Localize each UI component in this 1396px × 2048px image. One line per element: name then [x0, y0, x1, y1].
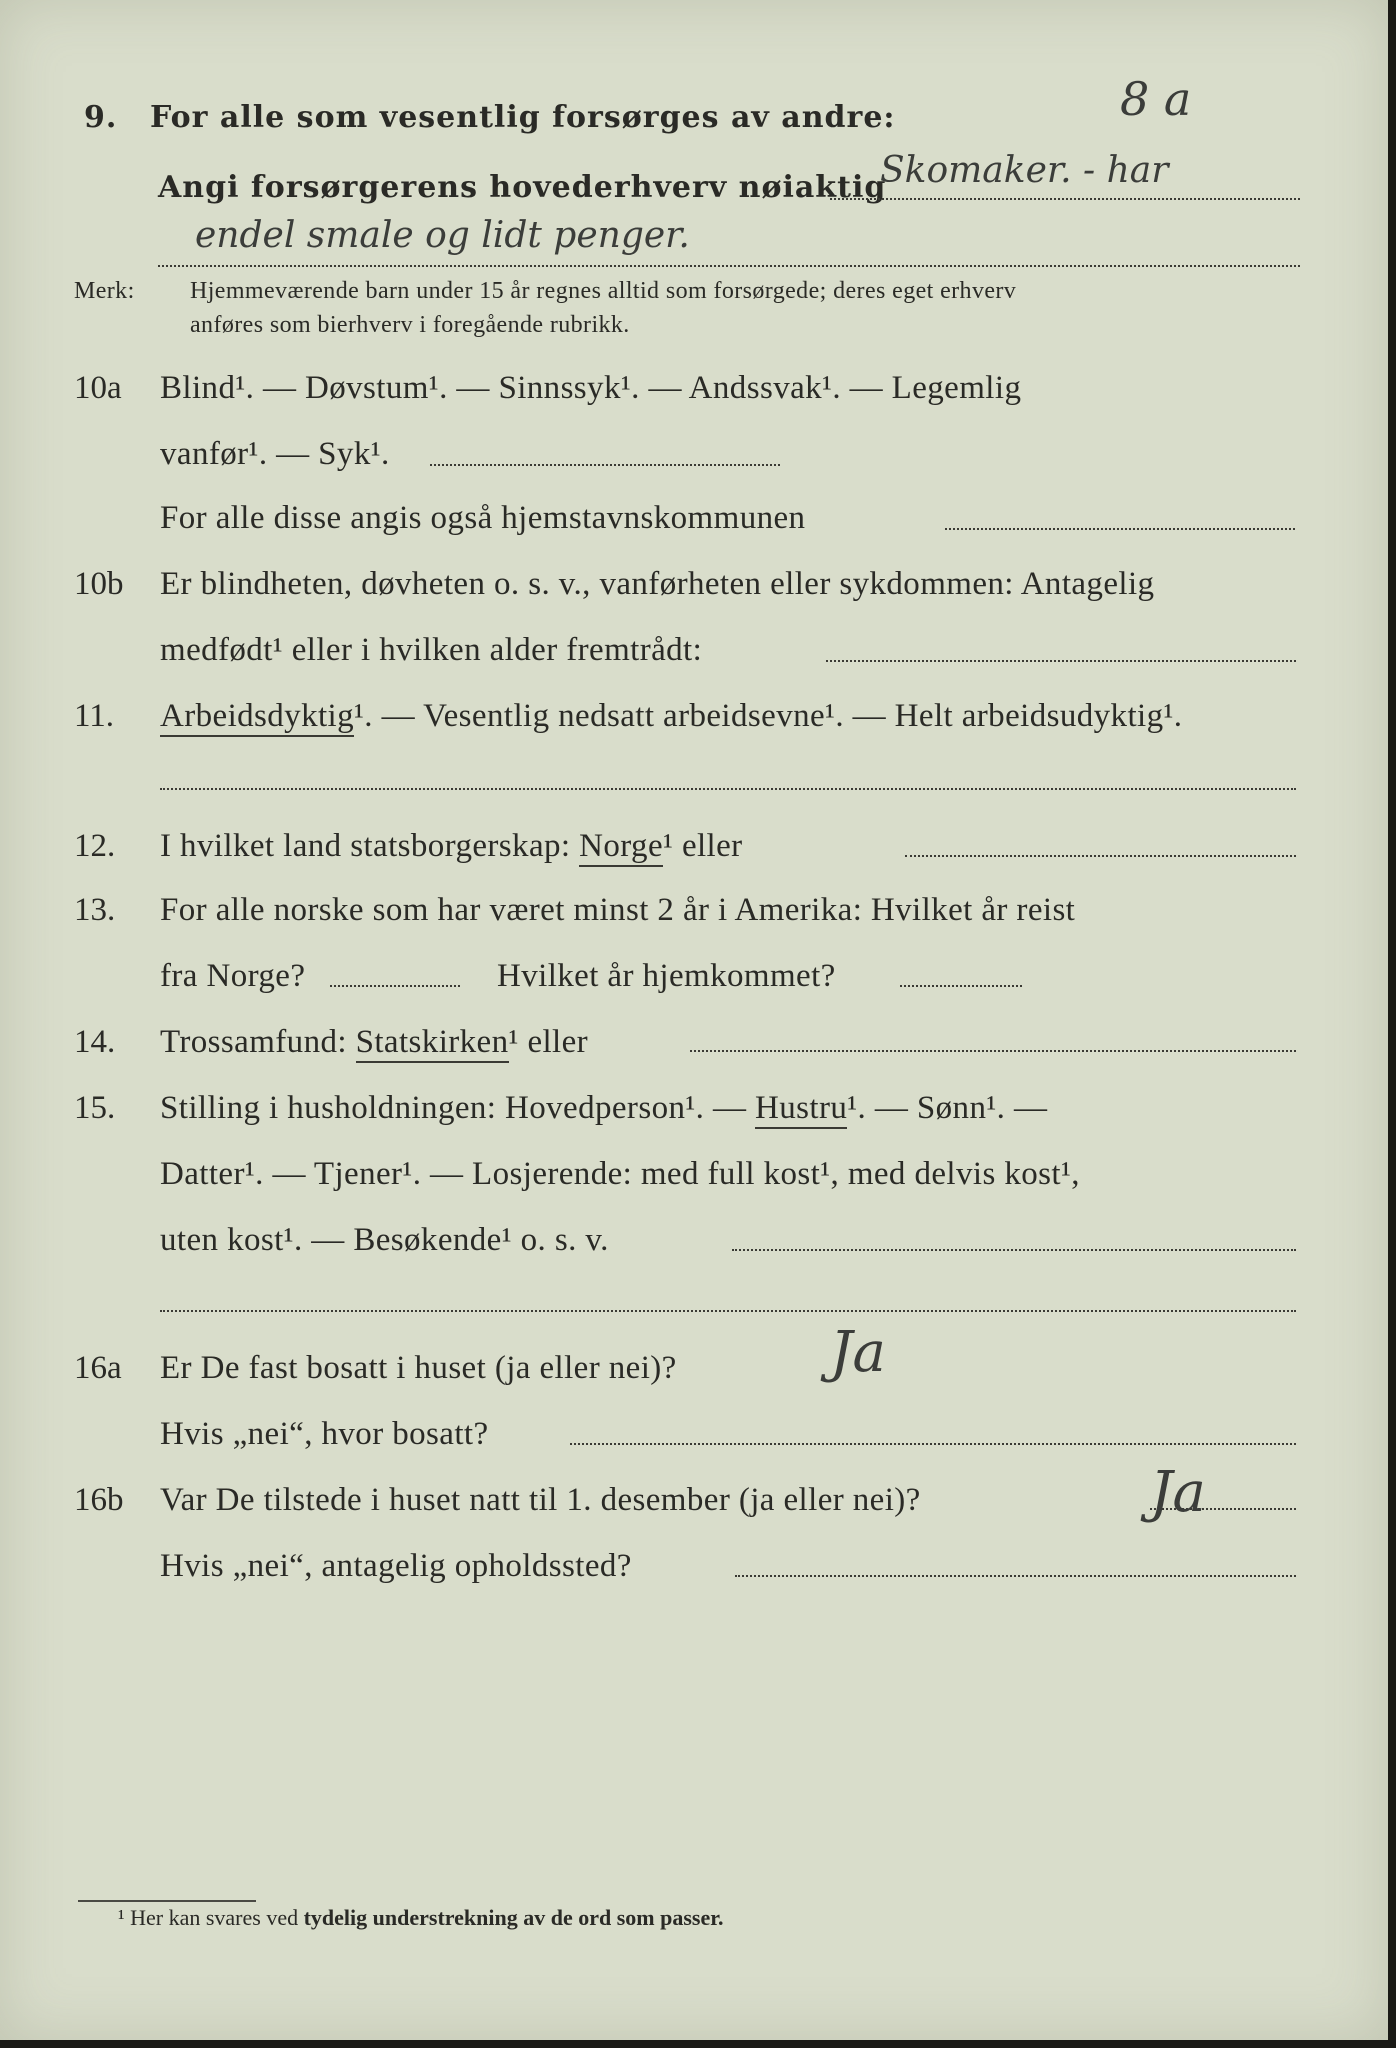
item-9-heading: For alle som vesentlig forsørges av andre: — [150, 100, 896, 135]
scan-border-bottom — [0, 2040, 1396, 2048]
q16b-line-2: Hvis „nei“, antagelig opholdssted? — [160, 1548, 632, 1584]
q12-line — [160, 828, 743, 865]
q11-remaining-options: ¹. — Vesentlig nedsatt arbeidsevne¹. — Helt arbeidsudyktig¹. — [354, 698, 1183, 734]
q10a-line-2: vanfør¹. — Syk¹. — [160, 436, 390, 472]
q12-option-norge: Norge — [579, 828, 663, 867]
handwritten-top-right: 8 a — [1120, 72, 1192, 126]
q10b-dotted-line — [826, 660, 1296, 662]
q14-option-statskirken: Statskirken — [356, 1024, 509, 1063]
footnote-bold-text: tydelig understrekning av de ord som passer. — [303, 1905, 724, 1930]
merk-text-line-1: Hjemmeværende barn under 15 år regnes alltid som forsørgede; deres eget erhverv — [190, 278, 1017, 304]
q15-line-1-post: ¹. — Sønn¹. — — [847, 1090, 1048, 1126]
handwritten-provider-occupation: Skomaker. - har — [880, 150, 1169, 191]
q13-line-2b: Hvilket år hjemkommet? — [497, 958, 836, 994]
q16b-line-1: Var De tilstede i huset natt til 1. desember (ja eller nei)? — [160, 1482, 921, 1518]
merk-label: Merk: — [74, 278, 135, 304]
q10a-number: 10a — [74, 370, 122, 406]
q10a-dotted-line-2 — [945, 528, 1295, 530]
q13-dotted-line-1 — [330, 985, 460, 987]
q15-line-1 — [160, 1090, 1047, 1127]
q15-dotted-line-1 — [732, 1249, 1296, 1251]
q15-line-2: Datter¹. — Tjener¹. — Losjerende: med full kost¹, med delvis kost¹, — [160, 1156, 1080, 1192]
q12-question: I hvilket land statsborgerskap: — [160, 828, 571, 864]
q16a-line-2: Hvis „nei“, hvor bosatt? — [160, 1416, 489, 1452]
q10a-line-3: For alle disse angis også hjemstavnskommunen — [160, 500, 806, 536]
q16a-line-1: Er De fast bosatt i huset (ja eller nei)? — [160, 1350, 677, 1386]
q14-eller: ¹ eller — [508, 1024, 589, 1060]
footnote-text: Her kan svares ved — [130, 1905, 299, 1930]
q14-question: Trossamfund: — [160, 1024, 347, 1060]
item-9-provider-label: Angi forsørgerens hovederhverv nøiaktig — [158, 170, 887, 205]
q16a-number: 16a — [74, 1350, 122, 1386]
scan-border-right — [1388, 0, 1396, 2048]
q13-line-1: For alle norske som har været minst 2 år i Amerika: Hvilket år reist — [160, 892, 1076, 928]
q12-number: 12. — [74, 828, 116, 864]
q11-line — [160, 698, 1182, 735]
q10b-number: 10b — [74, 566, 124, 602]
q13-dotted-line-2 — [900, 985, 1022, 987]
q12-eller: ¹ eller — [663, 828, 743, 864]
q13-line-2a: fra Norge? — [160, 958, 306, 994]
item-9-dotted-line-2 — [158, 265, 1300, 267]
q16b-handwritten-answer: Ja — [1150, 1460, 1206, 1525]
footnote-rule — [78, 1900, 256, 1902]
footnote — [118, 1905, 724, 1931]
q16a-handwritten-answer: Ja — [830, 1320, 886, 1385]
item-9-number: 9. — [84, 100, 118, 135]
q16b-number: 16b — [74, 1482, 124, 1518]
q14-dotted-line — [690, 1050, 1296, 1052]
q16a-dotted-line — [570, 1443, 1296, 1445]
q15-line-1-pre: Stilling i husholdningen: Hovedperson¹. — — [160, 1090, 747, 1126]
q15-option-hustru: Hustru — [755, 1090, 847, 1129]
q10a-line-1: Blind¹. — Døvstum¹. — Sinnssyk¹. — Andssvak¹. — Legemlig — [160, 370, 1022, 406]
q12-dotted-line — [905, 855, 1296, 857]
handwritten-provider-occupation-cont: endel smale og lidt penger. — [195, 215, 690, 256]
q14-line — [160, 1024, 588, 1061]
q15-number: 15. — [74, 1090, 116, 1126]
q16b-dotted-line-2 — [735, 1575, 1296, 1577]
footnote-mark: ¹ — [118, 1905, 125, 1930]
q11-dotted-line — [160, 788, 1296, 790]
q14-number: 14. — [74, 1024, 116, 1060]
q10a-dotted-line-1 — [430, 464, 780, 466]
q13-number: 13. — [74, 892, 116, 928]
q15-dotted-line-2 — [160, 1310, 1296, 1312]
q10b-line-1: Er blindheten, døvheten o. s. v., vanførheten eller sykdommen: Antagelig — [160, 566, 1155, 602]
q11-option-arbeidsdyktig: Arbeidsdyktig — [160, 698, 354, 737]
q11-number: 11. — [74, 698, 115, 734]
q15-line-3: uten kost¹. — Besøkende¹ o. s. v. — [160, 1222, 609, 1258]
merk-text-line-2: anføres som bierhverv i foregående rubrikk. — [190, 312, 630, 338]
item-9-dotted-line-1 — [830, 198, 1300, 200]
q10b-line-2: medfødt¹ eller i hvilken alder fremtrådt: — [160, 632, 703, 668]
